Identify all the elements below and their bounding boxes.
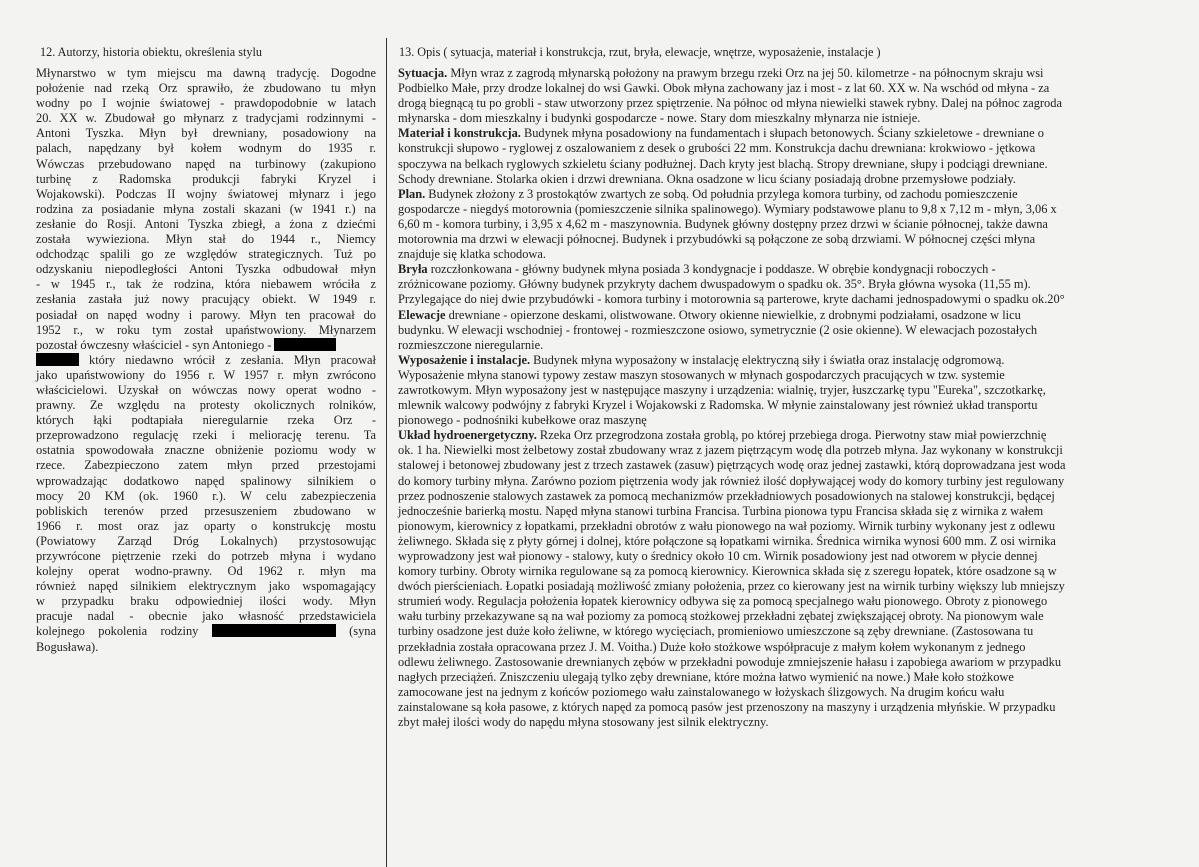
text-line: prawny. Ze względu na protesty okolicznych rolników,	[36, 398, 376, 413]
text-line: Układ hydroenergetyczny. Rzeka Orz przegrodzona została groblą, po której przebiega droga. Pierwotny staw miał powierzchnię	[398, 428, 1047, 443]
redaction-box	[274, 338, 336, 351]
text-line: Antoni Tyszka. Młyn był drewniany, posadowiony na	[36, 126, 376, 141]
right-column-heading: 13. Opis ( sytuacja, materiał i konstrukcja, rzut, bryła, elewacje, wnętrze, wyposażenie, instalacje )	[399, 45, 881, 59]
text-line: zesłania zastała już nowy pracujący obiekt. W 1949 r.	[36, 292, 376, 307]
text-line: jednocześnie barierką mostu. Napęd młyna stanowi turbina Francisa. Turbina pionowa typu Francisa składa się z wirnika z wałem	[398, 503, 1044, 518]
text-line: rzece. Zabezpieczono zatem młyn przed przestojami	[36, 458, 376, 473]
text-line: ok. 1 ha. Niewielki most żelbetowy został zbudowany wraz z jazem piętrzącym wodę dla potrzeb młyna. Jaz wykonany w konstrukcji	[398, 443, 1063, 458]
text-line: kolejnego pokolenia rodziny (syna	[36, 624, 376, 639]
section-label-form: Bryła	[398, 262, 428, 277]
text-line: budynku. W elewacji wschodniej - frontowej - rozmieszczone osiowo, symetrycznie (2 osie okienne). W elewacjach pozostałych	[398, 322, 1038, 337]
text-line: również napęd silnikiem elektrycznym jako wspomagający	[36, 579, 376, 594]
section-label-equipment: Wyposażenie i instalacje.	[398, 352, 531, 367]
text-line: Plan. Budynek złożony z 3 prostokątów zwartych ze sobą. Od południa przylega komora turbiny, od zachodu pomieszczenie	[398, 186, 1018, 201]
section-label-plan: Plan.	[398, 186, 426, 201]
text-line: 1966 r. most oraz jaz oparty o konstrukcję mostu	[36, 518, 376, 533]
text-line: dwóch pierścieniach. Łopatki posiadają możliwość zmiany położenia, przez co kierowany jest na wirnik turbiny większy lub mniejszy	[398, 579, 1065, 594]
text-line: 1952 r., w roku tym został upaństwowiony. Młynarzem	[36, 322, 376, 337]
text-line: Wyposażenie młyna stanowi typowy zestaw maszyn stosowanych w młynach gospodarczych pracujących w tzw. systemie	[398, 367, 1005, 382]
text-line: wodny po I wojnie światowej - prawdopodobnie w latach	[36, 96, 376, 111]
text-line: stalowej i betonowej zbudowany jest z trzech zastawek (zasuw) piętrzących wodę oraz jednej zastawki, którą doprowadzana jest woda	[398, 458, 1066, 473]
text-line: pracuje nadal - obecnie jako własność przedstawiciela	[36, 609, 376, 624]
text-line: wprowadzając dodatkowo napęd spalinowy silnikiem o	[36, 473, 376, 488]
text-line: zesłanie do Rosji. Antoni Tyszka zbiegł, a żona z dziećmi	[36, 216, 376, 231]
text-line: Elewacje drewniane - opierzone deskami, olistwowane. Otwory okienne niewielkie, z drobnymi podziałami, osadzone w licu	[398, 307, 1021, 322]
text-line: położenie nad rzeką Orz sprawiło, że zbudowano tu młyn	[36, 81, 376, 96]
text-line: zamocowane jest na jednym z końców poziomego wału zainstalowanego w łożyskach ślizgowych. Na drugim końcu wału	[398, 684, 1005, 699]
text-line: - w 1945 r., tak że rodzina, która niebawem wróciła z	[36, 277, 376, 292]
text-line: jako upaństwowiony do 1956 r. W 1957 r. młyn zwrócono	[36, 367, 376, 382]
text-line: konstrukcji słupowo - ryglowej z oszalowaniem z desek o grubości 22 mm. Konstrukcja dachu drewniana: krokwiowo - jętkowa	[398, 141, 1036, 156]
text-line: których łąki podtapiała nieregularnie rzeka Orz -	[36, 413, 376, 428]
text-line: ostatnia spowodowała znaczne obniżenie poziomu wody w	[36, 443, 376, 458]
text-line: przez podnoszenie stalowych zastawek za pomocą mechanizmów przekładniowych posadowionych na stalowej konstrukcji, będącej	[398, 488, 1055, 503]
text-line: turbiny osadzone jest duże koło żeliwne, w którego wycięciach, promieniowo umieszczone są zęby drewniane. (Zastosowana tu	[398, 624, 1034, 639]
text-line: palach, napędzany był kołem wodnym do 1935 r.	[36, 141, 376, 156]
section-label-material: Materiał i konstrukcja.	[398, 126, 521, 141]
text-line: rozmieszczone nieregularnie.	[398, 337, 544, 352]
text-line: rodzina za posiadanie młyna zostali skazani (w 1941 r.) na	[36, 201, 376, 216]
text-line: zainstalowane są koła pasowe, z których napęd za pomocą pasów jest przenoszony na maszyny i urządzenia młyńskie. W przypadku	[398, 699, 1056, 714]
text-line: który niedawno wrócił z zesłania. Młyn pracował	[36, 353, 376, 368]
text-line: właścicielowi. Uzyskał on wówczas nowy operat wodno -	[36, 382, 376, 397]
text-line: wału turbiny przekazywane są na wał poziomy za pomocą stożkowej przekładni zębatej zwiększającej obroty. Na pionowym wale	[398, 609, 1044, 624]
text-line: została wywieziona. Młyn stał do 1944 r., Niemcy	[36, 232, 376, 247]
text-line: pozostał ówczesny właściciel - syn Antoniego -	[36, 338, 376, 353]
description-text	[398, 66, 1176, 730]
text-line: Wyposażenie i instalacje. Budynek młyna wyposażony w instalację elektryczną siły i światła oraz instalację odgromową.	[398, 352, 1005, 367]
text-line: zbyt małej ilości wody do napędu młyna stosowany jest silnik elektryczny.	[398, 715, 769, 730]
text-line: drogą biegnącą tu po grobli - staw utworzony przez spiętrzenie. Na północ od młyna niewielki stawek rybny. Dalej na północ zagroda	[398, 96, 1062, 111]
text-line: wyprowadzony jest wał pionowy - stalowy, kuty o średnicy około 10 cm. Wirnik posadowiony jest nad otworem w płycie dennej	[398, 549, 1038, 563]
text-line: spoczywa na belkach ryglowych szkieletu ściany podłużnej. Dach kryty jest blachą. Stropy drewniane, słupy i podciągi drewniane.	[398, 156, 1048, 171]
text-line: pionowego - podnośniki kubełkowe oraz maszynę	[398, 413, 647, 428]
redaction-box	[212, 624, 336, 637]
text-line: Wojakowski). Podczas II wojny światowej młynarz i jego	[36, 186, 376, 201]
text-line: nagłych przeciążeń. Zniszczeniu ulegają tylko zęby drewniane, które można łatwo wymienić na nowe.) Małe koło stożkowe	[398, 669, 1014, 684]
left-column-heading: 12. Autorzy, historia obiektu, określenia stylu	[40, 45, 262, 59]
text-line: w przypadku braku odpowiedniej ilości wody. Młyn	[36, 594, 376, 609]
text-line: posiadał on napęd wodny i parowy. Młyn ten pracował do	[36, 307, 376, 322]
text-line: Materiał i konstrukcja. Budynek młyna posadowiony na fundamentach i słupach betonowych. Ściany szkieletowe - drewniane o	[398, 126, 1044, 141]
text-line: Młynarstwo w tym miejscu ma dawną tradycję. Dogodne	[36, 66, 376, 80]
text-line: Wówczas przebudowano napęd na turbinowy (zakupiono	[36, 156, 376, 171]
text-line: Bryła rozczłonkowana - główny budynek młyna posiada 3 kondygnacje i poddasze. W obrębie kondygnacji roboczych -	[398, 262, 996, 277]
text-line: znajduje się klatka schodowa.	[398, 247, 546, 262]
text-line: motorownia ma drzwi w elewacji północnej. Budynek i przybudówki są połączone ze sobą drzwiami. W północnej części młyna	[398, 232, 1036, 247]
text-line: odchodząc spalili go ze względów strategicznych. Tuż po	[36, 247, 376, 262]
text-line: 6,60 m - komora turbiny, i 3,95 x 4,62 m - maszynownia. Budynek główny dostępny przez drzwi w ścianie północnej, także dawna	[398, 216, 1048, 231]
text-line: odlewu żeliwnego. Zastosowanie drewnianych zębów w przekładni powoduje zmniejszenie hałasu i zapobiega awariom w przypadku	[398, 654, 1062, 669]
text-line: strumień wody. Regulacja położenia łopatek kierownicy odbywa się za pomocą specjalnego wału pionowego. Obroty z pionowego	[398, 594, 1048, 609]
text-line: 20. XX w. Zbudował go młynarz z tradycjami rodzinnymi -	[36, 111, 376, 126]
text-line: pionowym, kierownicy z łopatkami, przekładni obrotów z wału pionowego na wał poziomy. Wirnik turbiny wykonany jest z odlewu	[398, 518, 1056, 533]
text-line: turbinę z Radomska produkcji fabryki Kryzel i	[36, 171, 376, 186]
section-label-elevations: Elewacje	[398, 307, 446, 322]
text-line: zróżnicowane poziomy. Główny budynek przykryty dachem dwuspadowym o spadku ok. 35°. Bryła główna wysoka (11,55 m).	[398, 277, 1031, 292]
text-line: przekładnia została opracowana przez J. M. Voitha.) Duże koło stożkowe współpracuje z małym kołem wykonanym z jednego	[398, 639, 1026, 654]
text-line: młynarska - dom mieszkalny i budynki gospodarcze - nowe. Stary dom mieszkalny młynarza nie istnieje.	[398, 111, 921, 126]
text-line: gospodarcze - niegdyś motorownia (pomieszczenie silnika spalinowego). Wymiary podstawowe planu to 9,8 x 7,12 m - młyn, 3,06 x	[398, 201, 1057, 216]
text-line: kolejny operat wodno-prawny. Od 1962 r. młyn ma	[36, 564, 376, 579]
section-label-situation: Sytuacja.	[398, 66, 448, 80]
text-line: przeprowadzono regulację rzeki i meliorację terenu. Ta	[36, 428, 376, 443]
text-line: (Powiatowy Zarząd Dróg Lokalnych) przystosowując	[36, 533, 376, 548]
text-line: pobliskich terenów przed przesuszeniem zbudowano w	[36, 503, 376, 518]
section-label-hydro: Układ hydroenergetyczny.	[398, 428, 537, 443]
text-line: Przylegające do niej dwie przybudówki - komora turbiny i motorownia są parterowe, kryte dachami jednospadowymi o spadku ok.20°	[398, 292, 1065, 307]
text-line: komory turbiny. Obroty wirnika regulowane są za pomocą kierownicy. Kierownica składa się z szeregu łopatek, które osadzone są w	[398, 564, 1057, 579]
text-line: Schody drewniane. Stolarka okien i drzwi drewniana. Okna osadzone w licu ściany posiadają drobne przemysłowe podziały.	[398, 171, 1016, 186]
text-line: Podbielko Małe, przy drodze lokalnej do wsi Gawki. Obok młyna zachowany jaz i most - z lat 60. XX w. Na wschód od młyna - za	[398, 81, 1050, 96]
redaction-box	[36, 353, 79, 366]
column-divider	[386, 38, 387, 867]
text-line: mocy 20 KM (ok. 1960 r.). W celu zabezpieczenia	[36, 488, 376, 503]
text-line: do komory turbiny młyna. Zarówno poziom piętrzenia wody jak również ilość dopływającej wody do komory turbiny jest regulowany	[398, 473, 1065, 488]
text-line: zawrotkowym. Młyn wyposażony jest w następujące maszyny i urządzenia: wialnię, tryjer, łuszczarkę typu "Eureka", szczotkarkę,	[398, 382, 1046, 397]
text-line: żeliwnego. Składa się z płyty górnej i dolnej, które połączone są łopatkami wirnika. Średnica wirnika wynosi 600 mm. Z osi wirnika	[398, 533, 1056, 548]
text-line: Bogusława).	[36, 639, 99, 654]
history-text	[36, 66, 376, 655]
text-line: Sytuacja. Młyn wraz z zagrodą młynarską położony na prawym brzegu rzeki Orz na jej 50. kilometrze - na północnym skraju wsi	[398, 66, 1044, 80]
text-line: przywrócone piętrzenie rzeki do potrzeb młyna i wydano	[36, 549, 376, 563]
text-line: odzyskaniu niepodległości Antoni Tyszka odbudował młyn	[36, 262, 376, 277]
text-line: mlewnik walcowy podwójny z fabryki Kryzel i Wojakowski z Radomska. W młynie zainstalowany jest również układ transportu	[398, 398, 1038, 413]
